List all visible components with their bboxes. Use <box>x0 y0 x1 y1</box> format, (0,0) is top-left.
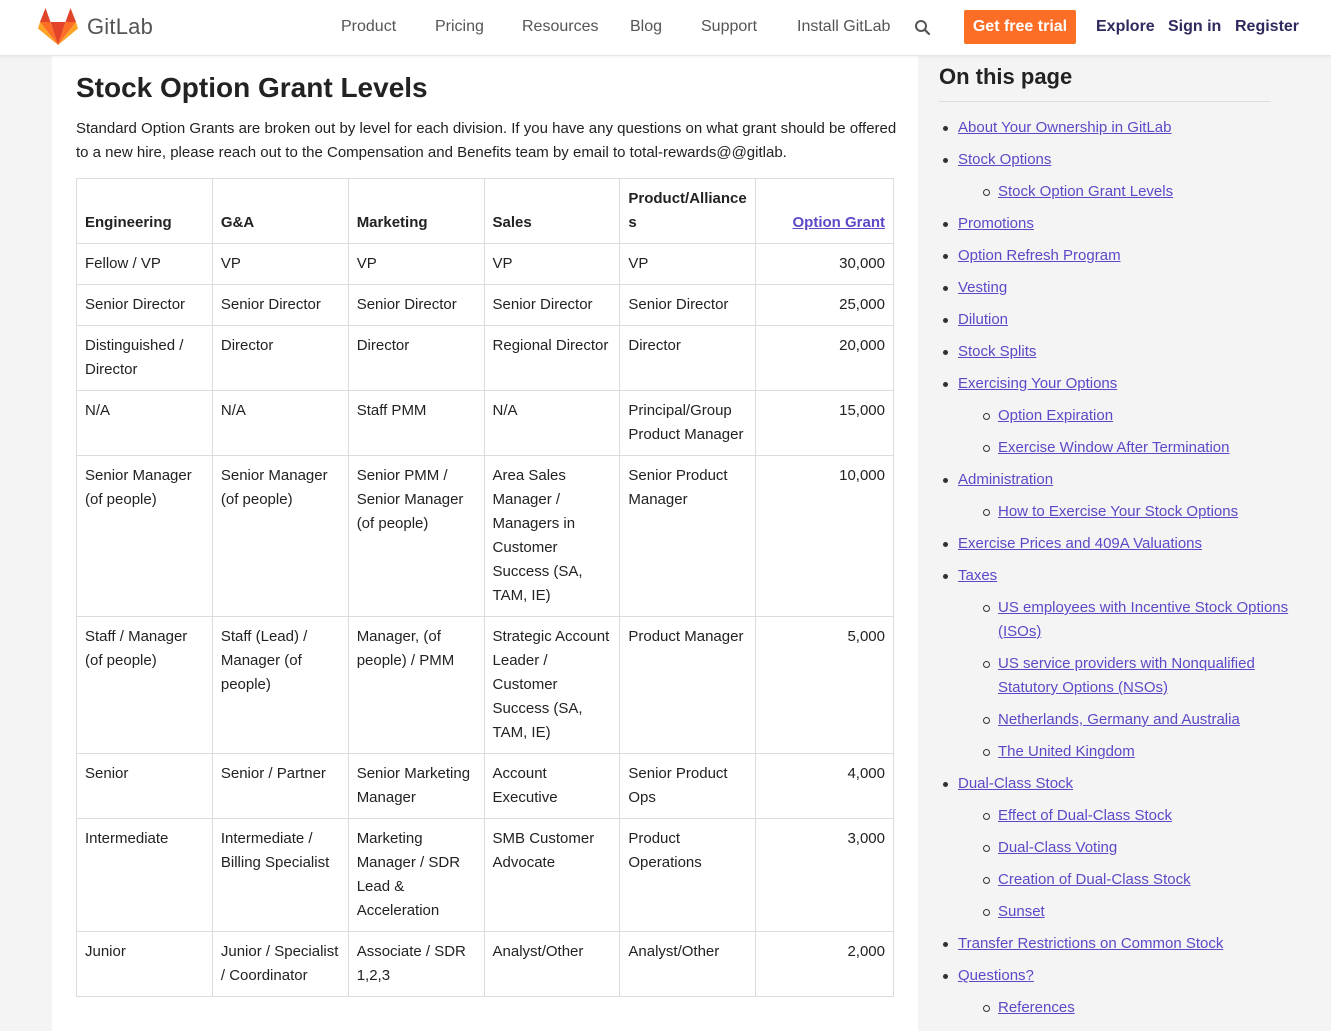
table-cell: Intermediate / Billing Specialist <box>212 819 348 932</box>
toc-item <box>958 340 1298 364</box>
header-ga: G&A <box>212 179 348 244</box>
option-grant-cell: 5,000 <box>756 617 894 754</box>
nav-install-gitlab[interactable]: Install GitLab <box>797 18 891 35</box>
option-grant-cell: 4,000 <box>756 754 894 819</box>
table-cell: Senior Director <box>484 285 620 326</box>
toc-link[interactable]: Effect of Dual-Class Stock <box>998 807 1172 824</box>
toc-item <box>958 212 1298 236</box>
toc-link[interactable]: Dilution <box>958 311 1009 328</box>
table-cell: Senior / Partner <box>212 754 348 819</box>
table-row <box>77 326 894 391</box>
intro-paragraph: Standard Option Grants are broken out by level for each division. If you have any questions on what grant should be offered to a new hire, please reach out to the Compensation and Benefits team by email to total-rewards@@gitlab. <box>76 120 897 161</box>
table-cell: N/A <box>484 391 620 456</box>
toc-link[interactable]: Stock Options <box>958 151 1052 168</box>
nav-sign-in[interactable]: Sign in <box>1168 18 1222 35</box>
header-option-grant[interactable] <box>756 179 894 244</box>
nav-pricing[interactable]: Pricing <box>435 18 484 35</box>
toc-link[interactable]: US employees with Incentive Stock Options (ISOs) <box>998 599 1289 640</box>
toc-link[interactable]: Netherlands, Germany and Australia <box>998 711 1240 728</box>
toc-link[interactable]: How to Exercise Your Stock Options <box>998 503 1239 520</box>
table-row <box>77 285 894 326</box>
table-cell: N/A <box>77 391 213 456</box>
table-row <box>77 754 894 819</box>
option-grant-cell: 10,000 <box>756 456 894 617</box>
toc-item <box>998 996 1298 1020</box>
toc-item <box>958 308 1298 332</box>
toc-item <box>958 148 1298 172</box>
table-cell: Account Executive <box>484 754 620 819</box>
toc-title: On this page <box>939 64 1073 89</box>
toc-link[interactable]: Option Expiration <box>998 407 1114 424</box>
get-free-trial-button[interactable]: Get free trial <box>964 10 1076 44</box>
table-cell: Senior Director <box>620 285 756 326</box>
table-cell: Senior Manager (of people) <box>77 456 213 617</box>
header-engineering: Engineering <box>77 179 213 244</box>
header-marketing: Marketing <box>348 179 484 244</box>
search-icon[interactable] <box>914 19 931 36</box>
table-row <box>77 617 894 754</box>
toc-item <box>998 804 1298 828</box>
table-cell: VP <box>212 244 348 285</box>
toc-link[interactable]: Sunset <box>998 903 1045 920</box>
table-cell: Senior Product Manager <box>620 456 756 617</box>
toc-link[interactable]: Creation of Dual-Class Stock <box>998 871 1191 888</box>
table-cell: Analyst/Other <box>620 932 756 997</box>
table-cell: Associate / SDR 1,2,3 <box>348 932 484 997</box>
table-cell: Senior PMM / Senior Manager (of people) <box>348 456 484 617</box>
option-grant-cell: 2,000 <box>756 932 894 997</box>
site-header <box>0 0 1331 56</box>
header-sales: Sales <box>484 179 620 244</box>
toc-link[interactable]: Transfer Restrictions on Common Stock <box>958 935 1224 952</box>
table-cell: Intermediate <box>77 819 213 932</box>
toc-item <box>998 404 1298 428</box>
option-grant-cell: 25,000 <box>756 285 894 326</box>
table-cell: Director <box>348 326 484 391</box>
table-cell: Product Manager <box>620 617 756 754</box>
table-cell: Fellow / VP <box>77 244 213 285</box>
toc-link[interactable]: Promotions <box>958 215 1034 232</box>
toc-item <box>998 180 1298 204</box>
table-cell: Strategic Account Leader / Customer Success (SA, TAM, IE) <box>484 617 620 754</box>
table-cell: Junior <box>77 932 213 997</box>
toc-item <box>998 500 1298 524</box>
table-header-row <box>77 179 894 244</box>
table-cell: VP <box>620 244 756 285</box>
table-cell: Senior Director <box>348 285 484 326</box>
toc-item <box>958 932 1298 956</box>
table-cell: SMB Customer Advocate <box>484 819 620 932</box>
top-nav <box>0 0 1331 56</box>
table-cell: Senior Marketing Manager <box>348 754 484 819</box>
toc-item <box>958 276 1298 300</box>
table-cell: Distinguished / Director <box>77 326 213 391</box>
toc-link[interactable]: Exercising Your Options <box>958 375 1118 392</box>
toc-link[interactable]: Questions? <box>958 967 1034 984</box>
table-row <box>77 932 894 997</box>
toc-link[interactable]: Stock Splits <box>958 343 1037 360</box>
on-this-page-sidebar <box>920 56 1331 1031</box>
toc-item <box>958 244 1298 268</box>
option-grant-sort-link[interactable]: Option Grant <box>792 214 885 231</box>
toc-link[interactable]: Vesting <box>958 279 1008 296</box>
grant-levels-table <box>76 178 894 997</box>
option-grant-cell: 3,000 <box>756 819 894 932</box>
nav-blog[interactable]: Blog <box>630 18 663 35</box>
table-body <box>77 244 894 997</box>
toc-item <box>958 772 1298 796</box>
table-cell: Principal/Group Product Manager <box>620 391 756 456</box>
table-cell: Staff PMM <box>348 391 484 456</box>
table-row <box>77 391 894 456</box>
table-cell: Area Sales Manager / Managers in Customer Success (SA, TAM, IE) <box>484 456 620 617</box>
table-cell: Senior Manager (of people) <box>212 456 348 617</box>
table-row <box>77 244 894 285</box>
toc-link[interactable]: Administration <box>958 471 1054 488</box>
nav-register[interactable]: Register <box>1235 18 1300 35</box>
toc-item <box>998 900 1298 924</box>
nav-resources[interactable]: Resources <box>522 18 599 35</box>
nav-support[interactable]: Support <box>701 18 758 35</box>
table-cell: Marketing Manager / SDR Lead & Acceleration <box>348 819 484 932</box>
table-cell: Senior Product Ops <box>620 754 756 819</box>
table-cell: Senior Director <box>77 285 213 326</box>
toc-item <box>958 564 1298 588</box>
table-cell: Senior Director <box>212 285 348 326</box>
toc-link[interactable]: About Your Ownership in GitLab <box>958 119 1172 136</box>
toc-item <box>998 652 1298 700</box>
brand-name: GitLab <box>87 14 154 39</box>
article-content <box>52 56 918 1031</box>
toc-item <box>998 836 1298 860</box>
toc-list <box>958 116 1298 1028</box>
table-row <box>77 456 894 617</box>
toc-item <box>998 708 1298 732</box>
toc-link[interactable]: Stock Option Grant Levels <box>998 183 1174 200</box>
toc-item <box>958 372 1298 396</box>
toc-link[interactable]: US service providers with Nonqualified Statutory Options (NSOs) <box>998 655 1255 696</box>
table-cell: N/A <box>212 391 348 456</box>
table-cell: VP <box>484 244 620 285</box>
toc-link[interactable]: Exercise Window After Termination <box>998 439 1230 456</box>
table-cell: Staff / Manager (of people) <box>77 617 213 754</box>
table-cell: Product Operations <box>620 819 756 932</box>
option-grant-cell: 20,000 <box>756 326 894 391</box>
page-title: Stock Option Grant Levels <box>76 72 428 103</box>
table-cell: Director <box>212 326 348 391</box>
toc-item <box>998 596 1298 644</box>
toc-item <box>958 964 1298 988</box>
table-cell: Junior / Specialist / Coordinator <box>212 932 348 997</box>
toc-item <box>958 468 1298 492</box>
table-cell: Analyst/Other <box>484 932 620 997</box>
option-grant-cell: 30,000 <box>756 244 894 285</box>
toc-link[interactable]: Dual-Class Voting <box>998 839 1118 856</box>
option-grant-cell: 15,000 <box>756 391 894 456</box>
toc-link[interactable]: Option Refresh Program <box>958 247 1121 264</box>
toc-item <box>998 740 1298 764</box>
toc-link[interactable]: The United Kingdom <box>998 743 1135 760</box>
table-cell: Manager, (of people) / PMM <box>348 617 484 754</box>
table-cell: Regional Director <box>484 326 620 391</box>
table-cell: Staff (Lead) / Manager (of people) <box>212 617 348 754</box>
toc-item <box>958 116 1298 140</box>
toc-link[interactable]: References <box>998 999 1075 1016</box>
nav-explore[interactable]: Explore <box>1096 18 1155 35</box>
toc-item <box>998 436 1298 460</box>
table-cell: VP <box>348 244 484 285</box>
header-product-alliances: Product/Alliances <box>620 179 756 244</box>
table-row <box>77 819 894 932</box>
table-cell: Director <box>620 326 756 391</box>
table-cell: Senior <box>77 754 213 819</box>
toc-link[interactable]: Dual-Class Stock <box>958 775 1074 792</box>
toc-divider <box>939 101 1271 102</box>
toc-item <box>958 532 1298 556</box>
nav-product[interactable]: Product <box>341 18 397 35</box>
toc-link[interactable]: Exercise Prices and 409A Valuations <box>958 535 1203 552</box>
toc-link[interactable]: Taxes <box>958 567 998 584</box>
toc-item <box>998 868 1298 892</box>
